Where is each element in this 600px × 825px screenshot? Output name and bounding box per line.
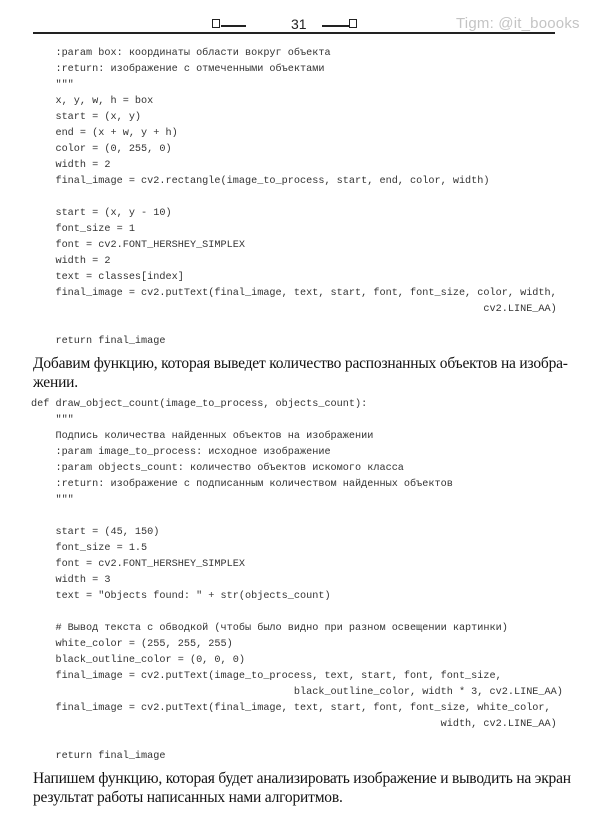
code-line: start = (x, y) — [31, 112, 142, 123]
header-dash-left — [221, 25, 246, 27]
code-line: """ — [31, 495, 74, 506]
code-line: start = (45, 150) — [31, 527, 160, 538]
watermark: Tigm: @it_boooks — [456, 15, 580, 32]
code-line: return final_image — [31, 336, 166, 347]
code-line: final_image = cv2.putText(image_to_process, text, start, font, font_size, — [31, 671, 502, 682]
header-dash-right — [322, 25, 349, 27]
code-line: width = 2 — [31, 160, 111, 171]
code-line: font_size = 1.5 — [31, 543, 148, 554]
code-line: final_image = cv2.rectangle(image_to_process, start, end, color, width) — [31, 176, 490, 187]
code-line: text = classes[index] — [31, 272, 184, 283]
code-line: """ — [31, 80, 74, 91]
code-line: :return: изображение с отмеченными объектами — [31, 64, 325, 75]
code-line: :return: изображение с подписанным количеством найденных объектов — [31, 479, 453, 490]
code-line: end = (x + w, y + h) — [31, 128, 178, 139]
code-line: width = 3 — [31, 575, 111, 586]
header-ornament-right — [349, 19, 357, 28]
code-line: black_outline_color = (0, 0, 0) — [31, 655, 245, 666]
code-line: width = 2 — [31, 256, 111, 267]
code-line — [31, 318, 557, 334]
code-line: def draw_object_count(image_to_process, objects_count): — [31, 399, 368, 410]
code-line: width, cv2.LINE_AA) — [31, 719, 557, 730]
page-number: 31 — [291, 16, 307, 32]
code-block-1 — [31, 46, 557, 350]
paragraph-line: жении. — [33, 374, 78, 391]
paragraph-1 — [33, 354, 568, 392]
code-line — [31, 733, 563, 749]
code-line: start = (x, y - 10) — [31, 208, 172, 219]
code-line — [31, 190, 557, 206]
code-line: x, y, w, h = box — [31, 96, 154, 107]
code-line: final_image = cv2.putText(final_image, text, start, font, font_size, color, width, — [31, 288, 557, 299]
code-line: font_size = 1 — [31, 224, 135, 235]
code-line: cv2.LINE_AA) — [31, 304, 557, 315]
header-rule — [33, 32, 555, 34]
code-line: :param image_to_process: исходное изображение — [31, 447, 331, 458]
code-line: :param box: координаты области вокруг объекта — [31, 48, 331, 59]
code-line — [31, 509, 563, 525]
code-line: final_image = cv2.putText(final_image, text, start, font, font_size, white_color, — [31, 703, 551, 714]
paragraph-line: результат работы написанных нами алгоритмов. — [33, 789, 343, 806]
code-line: white_color = (255, 255, 255) — [31, 639, 233, 650]
code-line: black_outline_color, width * 3, cv2.LINE_AA) — [31, 687, 563, 698]
code-line: # Вывод текста с обводкой (чтобы было видно при разном освещении картинки) — [31, 623, 508, 634]
paragraph-2 — [33, 769, 571, 807]
code-line: color = (0, 255, 0) — [31, 144, 172, 155]
code-line: return final_image — [31, 751, 166, 762]
code-line: font = cv2.FONT_HERSHEY_SIMPLEX — [31, 240, 245, 251]
paragraph-line: Добавим функцию, которая выведет количество распознанных объектов на изобра- — [33, 355, 568, 372]
header-ornament-left — [212, 19, 220, 28]
code-line — [31, 605, 563, 621]
code-line: """ — [31, 415, 74, 426]
code-line: Подпись количества найденных объектов на изображении — [31, 431, 374, 442]
code-line: font = cv2.FONT_HERSHEY_SIMPLEX — [31, 559, 245, 570]
code-line: :param objects_count: количество объектов искомого класса — [31, 463, 404, 474]
paragraph-line: Напишем функцию, которая будет анализировать изображение и выводить на экран — [33, 770, 571, 787]
code-block-2 — [31, 397, 563, 765]
code-line: text = "Objects found: " + str(objects_count) — [31, 591, 331, 602]
